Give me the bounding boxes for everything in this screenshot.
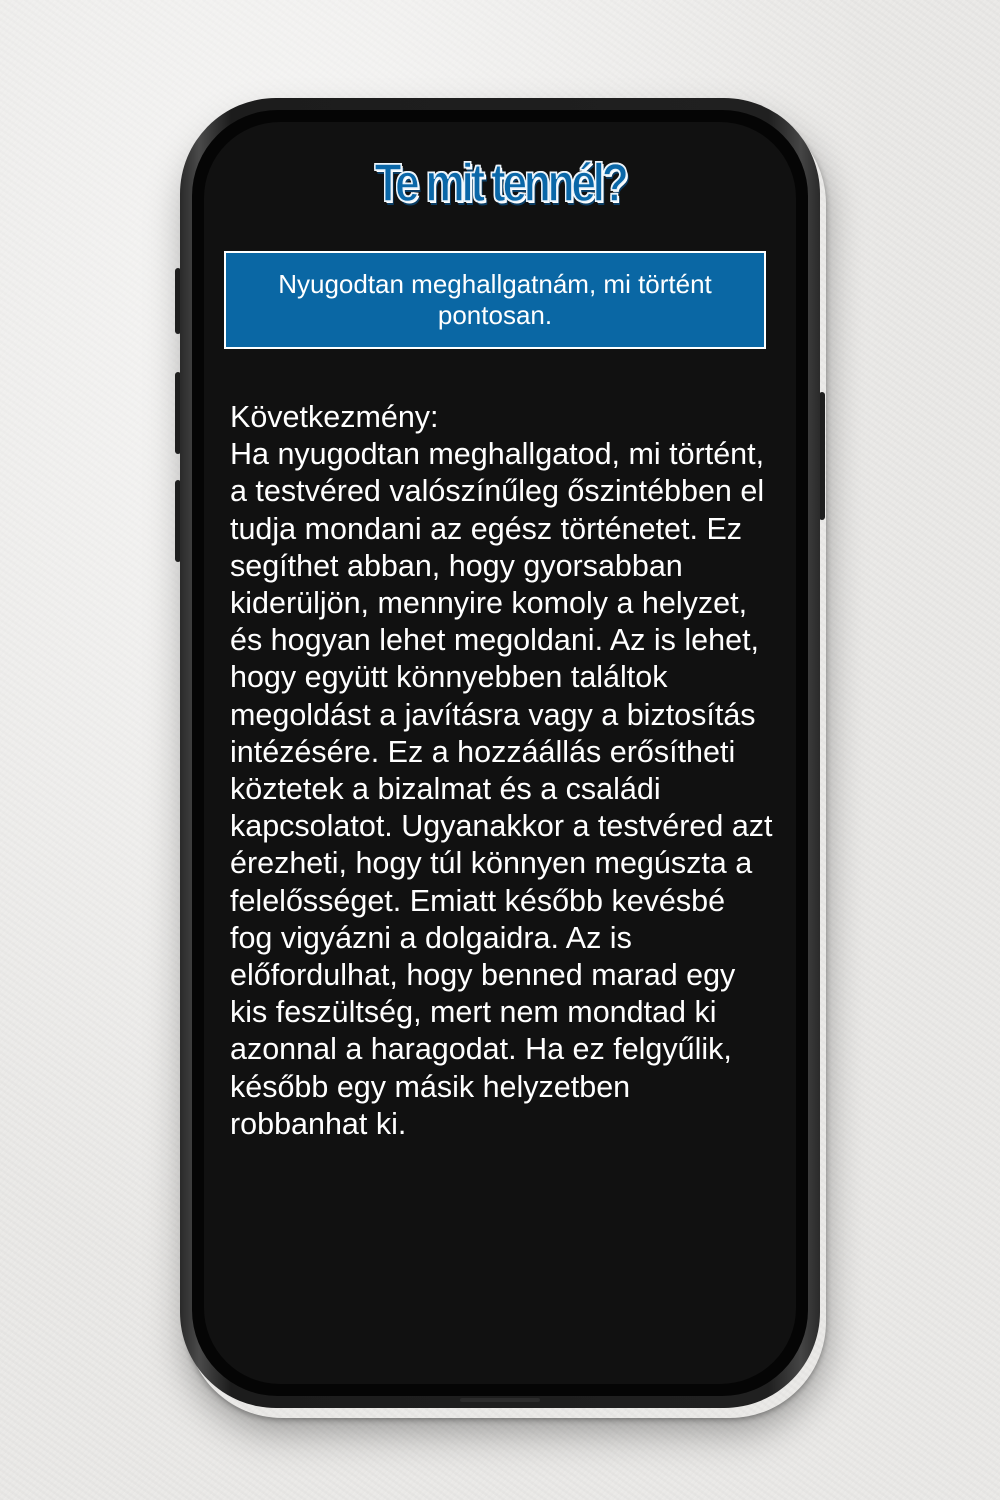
choice-text: Nyugodtan meghallgatnám, mi történt pontosan. — [278, 269, 712, 330]
selected-choice-box[interactable] — [224, 251, 766, 349]
consequence-body: Ha nyugodtan meghallgatod, mi történt, a testvéred valószínűleg őszintébben el tudja mondani az egész történetet. Ez segíthet abban, hogy gyorsabban kiderüljön, mennyire komoly a helyzet, és hogyan lehet megoldani. Az is lehet, hogy együtt könnyebben találtok megoldást a javításra vagy a biztosítás intézésére. Ez a hozzáállás erősítheti köztetek a bizalmat és a családi kapcsolatot. Ugyanakkor a testvéred azt érezheti, hogy túl könnyen megúszta a felelősséget. Emiatt később kevésbé fog vigyázni a dolgaidra. Az is előfordulhat, hogy benned marad egy kis feszültség, mert nem mondtad ki azonnal a haragodat. Ha ez felgyűlik, később egy másik helyzetben robbanhat ki. — [230, 437, 773, 1141]
page-title: Te mit tennél? — [374, 153, 626, 213]
consequence-heading: Következmény: — [230, 400, 439, 434]
phone-screen — [204, 122, 796, 1384]
bottom-speaker-grille — [460, 1398, 540, 1402]
consequence-text-block — [230, 399, 775, 1143]
